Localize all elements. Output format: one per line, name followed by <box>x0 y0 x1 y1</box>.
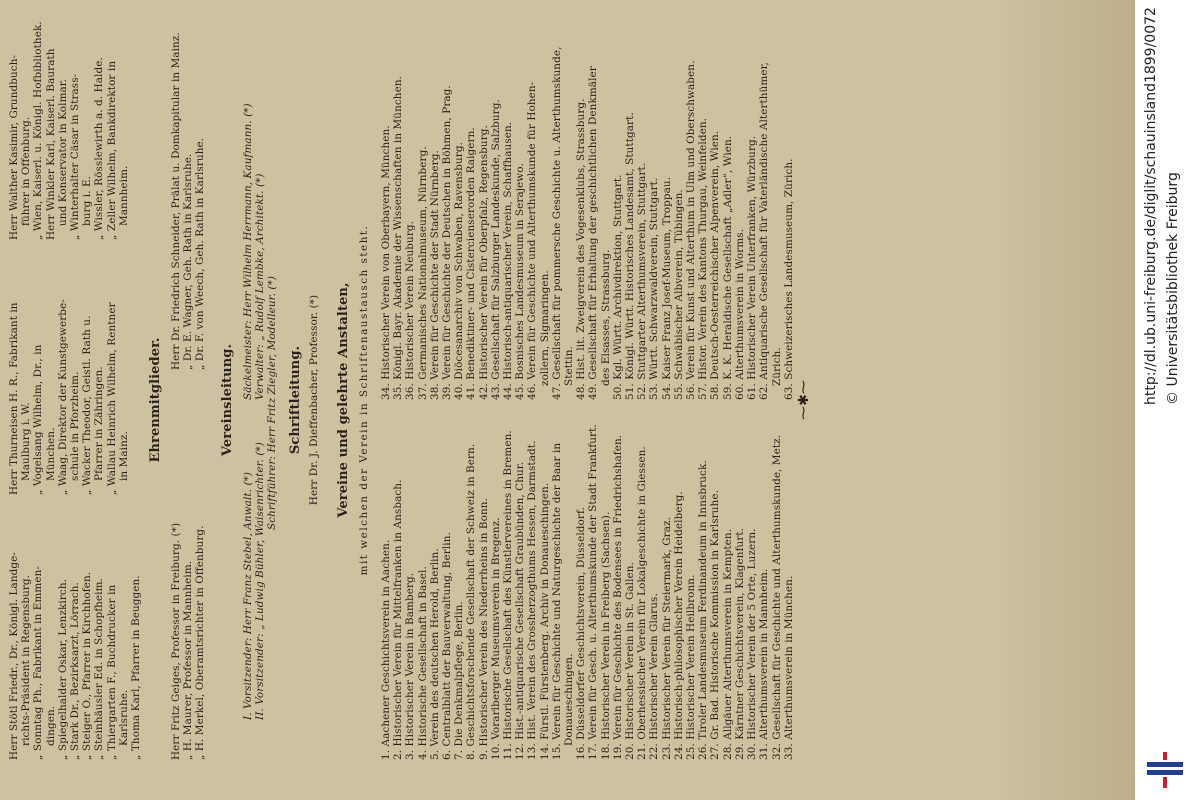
society-item: 5. Verein des deutschen Herold, Berlin. <box>428 548 441 760</box>
society-item: 16. Düsseldorfer Geschichtsverein, Düsseldorf. <box>575 507 588 760</box>
honorary-member: „ H. Maurer, Professor in Mannheim. <box>182 560 195 760</box>
vereinsleitung-right <box>242 103 266 400</box>
society-item: 45. Bosnisches Landesmuseum in Serajewo. <box>514 163 527 400</box>
member-line: dingen. <box>44 705 57 746</box>
society-item: 59. K. K. Heraldische Gesellschaft „Adler“, Wien. <box>721 135 734 400</box>
ehrenmitglieder-left <box>170 523 207 760</box>
society-item: 31. Alterthumsverein in Mannheim. <box>758 568 771 760</box>
member-line: „ Waag, Direktor der Kunstgewerbe- <box>56 299 69 495</box>
ub-freiburg-logo-icon[interactable] <box>1145 750 1185 790</box>
society-item: 21. Oberhessischer Verein für Lokalgeschichte in Giessen. <box>636 446 649 760</box>
member-line: „ Spiegelhalder Oskar, Lenzkirch. <box>56 578 69 760</box>
member-line: „ Wissler, Rösslewirth a. d. Halde. <box>93 57 106 240</box>
society-item: 38. Verein für Geschichte der Stadt Nürnberg. <box>428 150 441 400</box>
society-item: 18. Historischer Verein in Freiberg (Sachsen). <box>599 511 612 760</box>
society-item: 42. Historischer Verein für Oberpfalz, Regensburg. <box>477 125 490 400</box>
member-line: Mannheim. <box>117 165 130 226</box>
society-item: Donaueschingen. <box>563 653 576 746</box>
society-item: 15. Verein für Geschichte und Naturgeschichte der Baar in <box>550 442 563 760</box>
board-member: Säckelmeister: Herr Wilhelm Herrmann, Kaufmann. (*) <box>242 103 254 400</box>
society-item: 58. Deutsch-Oesterreichischer Alpenverein, Wien. <box>709 130 722 400</box>
member-line: „ Thoma Karl, Pfarrer in Beuggen. <box>130 575 143 760</box>
vereinsleitung-heading: Vereinsleitung. <box>220 343 235 457</box>
society-item: 62. Antiquarische Gesellschaft für Vaterländische Alterthümer, <box>758 62 771 400</box>
honorary-member: „ H. Merkel, Oberamtsrichter in Offenburg. <box>194 525 207 760</box>
member-line: München. <box>44 427 57 481</box>
society-item: 1. Aachener Geschichtsverein in Aachen. <box>380 539 392 760</box>
society-item: 56. Verein für Kunst und Alterthum in Ulm und Oberschwaben. <box>685 60 698 400</box>
honorary-member: Herr Dr. Friedrich Schneider, Prälat u. Domkapitular in Mainz. <box>170 32 182 370</box>
society-item: 49. Gesellschaft für Erhaltung der geschichtlichen Denkmäler <box>587 66 600 400</box>
society-item: 7. Die Denkmalpflege, Berlin. <box>453 601 466 760</box>
members-column-1 <box>8 552 142 760</box>
member-line: „ Vogelsang Wilhelm, Dr., in <box>32 344 45 495</box>
society-item: 44. Historisch-antiquarischer Verein, Schaffhausen. <box>502 121 515 400</box>
society-item: 61. Historischer Verein Unterfranken, Würzburg. <box>746 135 759 400</box>
member-line: Herr Walther Kasimir, Grundbuch- <box>8 54 20 240</box>
society-item: 53. Württ. Schwarzwaldverein, Stuttgart. <box>648 177 661 400</box>
society-item: 52. Stuttgarter Alterthumsverein, Stuttgart. <box>636 162 649 400</box>
society-item: 54. Kaiser Franz Josef-Museum, Troppau. <box>660 176 673 400</box>
members-column-2 <box>8 299 130 495</box>
source-url-link[interactable]: http://dl.ub.uni-freiburg.de/diglit/schauinsland1899/0072 <box>1143 7 1159 405</box>
society-item: 60. Alterthumsverein in Worms. <box>733 228 746 400</box>
schriftleitung-heading: Schriftleitung. <box>288 345 303 455</box>
member-line: „ Wien, Kaiserl. u. Königl. Hofbibliothek. <box>32 21 45 240</box>
member-line: Karlsruhe. <box>117 689 130 746</box>
member-line: Herr Stötl Friedr., Dr., Königl. Landge- <box>8 552 20 760</box>
board-member: I. Vorsitzender: Herr Franz Stebel, Anwalt. (*) <box>242 471 254 720</box>
society-item: 50. Kgl. Württ. Archivdirektion, Stuttgart. <box>611 174 624 400</box>
member-line: Herr Thurneisen H. R., Fabrikant in <box>8 302 20 495</box>
society-item: 47. Gesellschaft für pommersche Geschichte u. Alterthumskunde, <box>550 46 563 400</box>
society-item: 51. Königl. Württ. Historisches Landesamt, Stuttgart. <box>624 112 637 400</box>
member-line: „ Wallau Heinrich Wilhelm, Rentner <box>105 302 118 495</box>
society-item: 32. Gesellschaft für Geschichte und Alterthumskunde, Metz. <box>770 434 783 760</box>
ehrenmitglieder-heading: Ehrenmitglieder. <box>148 337 163 463</box>
society-item: 41. Benediktiner- und Cistercienserorden Raigern. <box>465 127 478 400</box>
schriftleitung-line: Herr Dr. J. Dieffenbacher, Professor. (*) <box>308 294 320 506</box>
copyright-notice: © Universitätsbibliothek Freiburg <box>1165 172 1181 405</box>
society-item: Stettin. <box>563 346 576 386</box>
honorary-member: Herr Fritz Geiges, Professor in Freiburg. (*) <box>170 522 182 760</box>
member-line: und Konservator in Kolmar. <box>56 78 69 226</box>
member-line: „ Steinhäusler Ed. in Schopfheim. <box>93 578 106 760</box>
member-line: „ Thiergarten F., Buchdrucker in <box>105 584 118 760</box>
society-item: 20. Historischer Verein in St. Gallen. <box>624 562 637 760</box>
board-member: II. Vorsitzender: „ Ludwig Bühler, Waisenrichter. (*) <box>254 442 267 720</box>
member-line: Herr Winkler Karl, Kaiserl. Baurath <box>44 48 57 240</box>
member-line: „ Steiger O., Pfarrer in Kirchhofen. <box>81 571 94 760</box>
society-item: 34. Historischer Verein von Oberbayern, München. <box>380 125 392 400</box>
society-item: 28. Allgäuer Alterthumsverein in Kempten. <box>721 528 734 760</box>
member-line: „ Zeller Wilhelm, Bankdirektor in <box>105 60 118 240</box>
society-item: 12. Hist.-antiquarische Gesellschaft Graubünden, Chur. <box>514 461 527 760</box>
society-item: 14. Fürstl. Fürstenberg. Archiv in Donaueschingen. <box>538 482 551 760</box>
vereine-heading: Vereine und gelehrte Anstalten, <box>336 282 351 518</box>
society-item: 17. Verein für Gesch. u. Alterthumskunde der Stadt Frankfurt. <box>587 424 600 760</box>
member-line: „ Winterhalter Cäsar in Strass- <box>69 73 82 240</box>
members-column-3 <box>8 21 130 240</box>
society-item: 13. Hist. Verein des Grossherzogthums Hessen, Darmstadt. <box>526 440 539 760</box>
member-line: führer in Offenburg. <box>20 116 33 226</box>
member-line: Maulburg i. W. <box>20 402 33 481</box>
member-line: schule in Pforzheim. <box>69 371 82 481</box>
society-item: 36. Historischer Verein Neuburg. <box>404 220 417 400</box>
board-member: Verwalter: „ Rudolf Lembke, Architekt. (*) <box>254 173 267 400</box>
honorary-member: „ Dr. E. Wagner, Geh. Rath in Karlsruhe. <box>182 153 195 370</box>
society-item: 33. Alterthumsverein in München. <box>782 575 795 760</box>
society-item: 10. Vorarlberger Museumsverein in Bregenz. <box>489 517 502 760</box>
society-item: 19. Verein für Geschichte des Bodensees in Friedrichshafen. <box>611 434 624 760</box>
sidebar-vertical-text <box>1140 0 1188 800</box>
society-item: 3. Historischer Verein in Bamberg. <box>404 572 417 760</box>
member-line: in Mainz. <box>117 431 130 481</box>
society-item: 6. Centralblatt der Bauverwaltung, Berlin. <box>441 532 454 760</box>
member-line: „ Wacker Theodor, Geistl. Rath u. <box>81 315 94 495</box>
society-item: 37. Germanisches Nationalmuseum, Nürnberg. <box>416 146 429 400</box>
society-item: 55. Schwäbischer Albverein, Tübingen. <box>672 189 685 400</box>
society-item: 27. Gr. Bad. Historische Kommission in Karlsruhe. <box>709 490 722 760</box>
society-item: 24. Historisch-philosophischer Verein Heidelberg. <box>672 491 685 760</box>
logo-graphic <box>1145 750 1185 790</box>
society-item: 11. Historische Gesellschaft des Künstlervereines in Bremen. <box>502 430 515 760</box>
society-item: des Elsasses, Strassburg. <box>599 249 612 386</box>
member-line: „ Stark Dr., Bezirksarzt, Lörrach. <box>69 582 82 760</box>
member-line: Pfarrer in Zähringen. <box>93 366 106 481</box>
society-item: 39. Verein für Geschichte der Deutschen in Böhmen, Prag. <box>441 85 454 400</box>
society-item: 26. Tiroler Landesmuseum Ferdinandeum in Innsbruck. <box>697 460 710 760</box>
society-item: 40. Diöcesanarchiv von Schwaben, Ravensburg. <box>453 142 466 400</box>
society-item: 2. Historischer Verein für Mittelfranken in Ansbach. <box>392 479 405 760</box>
member-line: burg i. E. <box>81 175 94 226</box>
society-item: 35. Königl. Bayr. Akademie der Wissenschaften in München. <box>392 75 405 400</box>
society-item: 57. Histor. Verein des Kantons Thurgau, Weinfelden. <box>697 117 710 400</box>
society-item: 9. Historischer Verein des Niederrheins in Bonn. <box>477 498 490 760</box>
society-item: 30. Historischer Verein der 5 Orte, Luzern. <box>746 528 759 760</box>
society-item: 23. Historischer Verein für Steiermark, Graz. <box>660 516 673 760</box>
society-item: 4. Historische Gesellschaft in Basel. <box>416 566 429 760</box>
honorary-member: „ Dr. F. von Weech, Geh. Rath in Karlsruhe. <box>194 137 207 370</box>
society-item: 22. Historischer Verein Glarus. <box>648 593 661 760</box>
society-item: zollern, Sigmaringen. <box>538 270 551 386</box>
ehrenmitglieder-right <box>170 32 207 370</box>
society-item: 48. Hist. lit. Zweigverein des Vogesenklubs, Strassburg. <box>575 98 588 400</box>
society-item: 25. Historischer Verein Heilbronn. <box>685 574 698 760</box>
society-item: 63. Schweizerisches Landesmuseum, Zürich. <box>782 158 795 400</box>
societies-list-right <box>380 47 795 401</box>
society-item: 43. Gesellschaft für Salzburger Landeskunde, Salzburg. <box>489 99 502 400</box>
society-item: Zürich. <box>770 347 783 386</box>
board-member: Schriftführer: Herr Fritz Ziegler, Modelleur. (*) <box>266 275 279 530</box>
society-item: 46. Verein für Geschichte und Alterthumskunde für Hohen- <box>526 81 539 400</box>
end-ornament: ⁓✱⁓ <box>796 379 812 421</box>
societies-list-left <box>380 424 795 760</box>
society-item: 29. Kärntner Geschichtsverein, Klagenfurt. <box>733 527 746 760</box>
member-line: richts-Präsident in Regensburg. <box>20 574 33 746</box>
society-item: 8. Geschichtsforschende Gesellschaft der Schweiz in Bern. <box>465 443 478 760</box>
vereine-subheading: mit welchen der Verein in Schriftenaustausch steht. <box>358 224 370 576</box>
member-line: „ Sonntag Ph., Fabrikant in Emmen- <box>32 565 45 760</box>
